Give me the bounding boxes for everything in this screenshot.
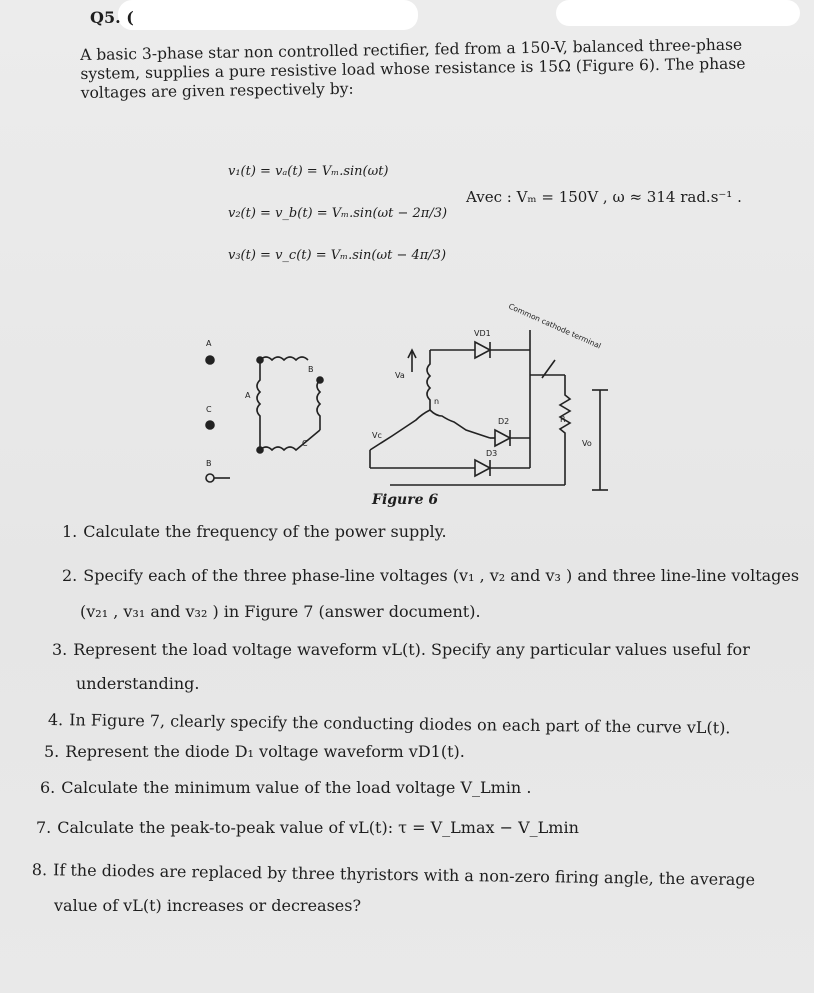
terminal-b-dot xyxy=(206,474,214,482)
equation-v1: v₁(t) = vₐ(t) = Vₘ.sin(ωt) xyxy=(228,164,389,179)
question-number: 1. xyxy=(62,522,78,541)
label-vc: Vc xyxy=(372,431,382,440)
label-va: Va xyxy=(395,371,405,380)
equation-v2: v₂(t) = v_b(t) = Vₘ.sin(ωt − 2π/3) xyxy=(228,206,448,221)
label-a: A xyxy=(206,339,212,348)
winding-c xyxy=(260,430,320,450)
question-text: (v₂₁ , v₃₁ and v₃₂ ) in Figure 7 (answer document). xyxy=(80,602,481,621)
equation-v3: v₃(t) = v_c(t) = Vₘ.sin(ωt − 4π/3) xyxy=(228,248,447,263)
label-vo: Vo xyxy=(582,439,592,448)
winding-vb xyxy=(430,410,490,438)
question-text: In Figure 7, clearly specify the conducting diodes on each part of the curve vL(t). xyxy=(69,710,731,738)
diode-d3 xyxy=(475,460,490,476)
winding-left-vertical xyxy=(257,360,260,450)
redaction-box-left xyxy=(118,0,418,30)
terminal-a-dot xyxy=(206,356,214,364)
label-common-cathode: Common cathode terminal xyxy=(507,301,603,351)
question-number: 7. xyxy=(36,818,52,837)
question-3 xyxy=(52,640,750,659)
winding-va xyxy=(427,350,430,410)
question-number: 4. xyxy=(47,710,64,730)
redaction-box-right xyxy=(556,0,800,26)
label-n: n xyxy=(434,397,440,406)
question-text: Represent the diode D₁ voltage waveform vD1(t). xyxy=(65,742,465,761)
label-b-inner: B xyxy=(308,365,314,374)
question-4 xyxy=(48,710,731,737)
question-text: Specify each of the three phase-line voltages (v₁ , v₂ and v₃ ) and three line-line voltages xyxy=(83,566,800,585)
label-d2: D2 xyxy=(498,417,510,426)
label-r: R xyxy=(560,415,566,424)
question-text: understanding. xyxy=(76,674,200,693)
question-5 xyxy=(44,742,465,761)
question-label: Q5. ( xyxy=(90,8,134,27)
question-text: Represent the load voltage waveform vL(t). Specify any particular values useful for xyxy=(73,640,750,659)
terminal-c-dot xyxy=(206,421,214,429)
figure-caption: Figure 6 xyxy=(372,492,439,508)
question-8 xyxy=(32,860,755,889)
question-7 xyxy=(36,818,579,837)
question-text: Calculate the peak-to-peak value of vL(t): τ = V_Lmax − V_Lmin xyxy=(57,818,579,837)
label-d3: D3 xyxy=(486,449,498,458)
question-number: 5. xyxy=(44,742,60,761)
question-8-continued xyxy=(54,896,361,915)
question-2-continued xyxy=(80,602,481,621)
problem-statement: A basic 3-phase star non controlled rectifier, fed from a 150-V, balanced three-phase system, supplies a pure resistive load whose resistance is 15Ω (Figure 6). The phase voltages are given respectively by: xyxy=(80,35,746,102)
question-6 xyxy=(40,778,531,797)
question-number: 8. xyxy=(31,860,48,880)
question-number: 3. xyxy=(52,640,68,659)
question-3-continued xyxy=(76,674,199,693)
question-number: 6. xyxy=(40,778,56,797)
label-c-inner: C xyxy=(302,439,308,448)
rectifier-circuit-diagram xyxy=(190,300,630,500)
label-a-inner: A xyxy=(245,391,251,400)
winding-b xyxy=(317,380,320,430)
question-1 xyxy=(62,522,447,541)
question-text: If the diodes are replaced by three thyristors with a non-zero firing angle, the average xyxy=(52,860,756,890)
phase-voltage-equations xyxy=(228,160,447,286)
diode-d1 xyxy=(475,342,490,358)
question-2 xyxy=(62,566,799,585)
parameter-values: Avec : Vₘ = 150V , ω ≈ 314 rad.s⁻¹ . xyxy=(466,188,742,206)
winding-a xyxy=(260,357,308,360)
question-text: Calculate the minimum value of the load voltage V_Lmin . xyxy=(61,778,532,797)
label-vd1: VD1 xyxy=(474,329,491,338)
question-text: Calculate the frequency of the power supply. xyxy=(83,522,447,541)
label-c: C xyxy=(206,405,212,414)
winding-vc xyxy=(370,410,430,450)
label-b: B xyxy=(206,459,212,468)
question-number: 2. xyxy=(62,566,78,585)
diode-d2 xyxy=(495,430,510,446)
question-text: value of vL(t) increases or decreases? xyxy=(54,896,362,915)
